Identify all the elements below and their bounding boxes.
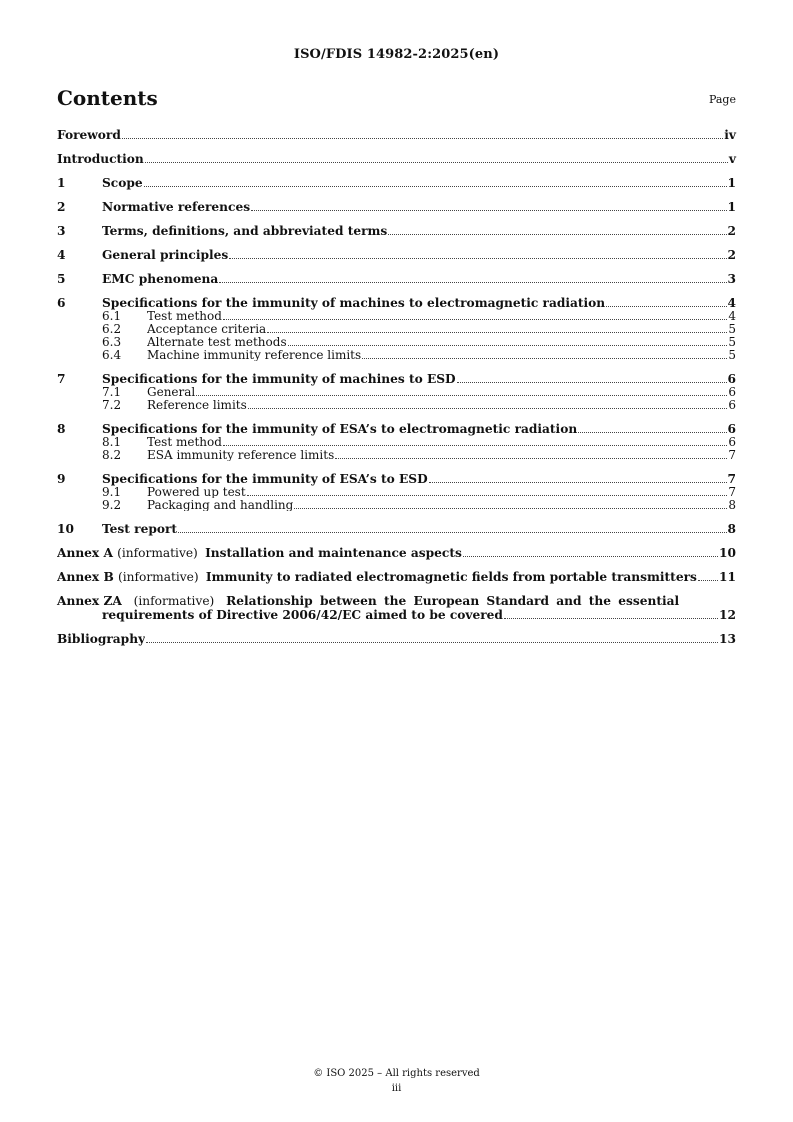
toc-entry-annex-za[interactable]: [57, 594, 736, 622]
toc-entry-title: General principles: [102, 248, 229, 262]
leader-dots: [335, 458, 727, 459]
toc-entry-page: 13: [719, 632, 736, 646]
toc-entry-annex-b[interactable]: [57, 570, 736, 584]
toc-entry-page: 1: [727, 200, 736, 214]
leader-dots: [219, 282, 726, 283]
toc-entry-page: 6: [728, 398, 736, 412]
toc-entry-title: Machine immunity reference limits: [147, 349, 362, 362]
toc-entry-title: Reference limits: [147, 399, 247, 412]
toc-entry-section-7[interactable]: [57, 372, 736, 386]
leader-dots: [178, 532, 726, 533]
annex-title: Immunity to radiated electromagnetic fields from portable transmitters: [205, 570, 697, 584]
toc-entry-number: 9.1: [102, 485, 122, 499]
toc-entry-title: Acceptance criteria: [147, 323, 267, 336]
leader-dots: [247, 495, 728, 496]
toc-entry-bibliography[interactable]: [57, 632, 736, 646]
toc-entry-title: Specifications for the immunity of machines to ESD: [102, 372, 456, 386]
toc-entry-page: 2: [727, 248, 736, 262]
toc-entry-title: Scope: [102, 176, 143, 190]
toc-entry-number: 5: [57, 272, 66, 286]
toc-entry-section-8-2[interactable]: [57, 449, 736, 462]
toc-entry-page: 6: [728, 435, 736, 449]
leader-dots: [429, 482, 727, 483]
toc-entry-number: 4: [57, 248, 66, 262]
toc-entry-number: 6.1: [102, 309, 122, 323]
toc-entry-number: 6.4: [102, 348, 122, 362]
leader-dots: [223, 319, 727, 320]
toc-entry-page: 6: [728, 385, 736, 399]
leader-dots: [145, 162, 728, 163]
toc-entry-page: 10: [719, 546, 736, 560]
leader-dots: [578, 432, 726, 433]
toc-entry-annex-a[interactable]: [57, 546, 736, 560]
toc-entry-number: 8.2: [102, 448, 122, 462]
toc-entry-number: 9.2: [102, 498, 122, 512]
annex-label: Annex A: [57, 546, 113, 560]
toc-entry-title: Bibliography: [57, 632, 146, 646]
page-footer: [0, 1066, 793, 1096]
toc-entry-section-9-2[interactable]: [57, 499, 736, 512]
toc-entry-section-9[interactable]: [57, 472, 736, 486]
leader-dots: [223, 445, 727, 446]
toc-entry-section-9-1[interactable]: [57, 486, 736, 499]
leader-dots: [229, 258, 726, 259]
toc-entry-number: 2: [57, 200, 66, 214]
toc-entry-section-8-1[interactable]: [57, 436, 736, 449]
toc-entry-number: 10: [57, 522, 74, 536]
toc-entry-title: Foreword: [57, 128, 121, 142]
annex-label: Annex ZA: [57, 594, 122, 608]
annex-kind: (informative): [117, 546, 198, 560]
toc-entry-page: 5: [728, 335, 736, 349]
toc-entry-title: Test method: [147, 436, 222, 449]
toc-entry-introduction[interactable]: [57, 152, 736, 166]
toc-entry-page: 7: [728, 448, 736, 462]
annex-label: Annex B: [57, 570, 114, 584]
toc-entry-section-8[interactable]: [57, 422, 736, 436]
toc-entry-number: 8: [57, 422, 66, 436]
document-header: ISO/FDIS 14982-2:2025(en): [293, 47, 500, 62]
toc-entry-page: 8: [727, 522, 736, 536]
leader-dots: [504, 618, 718, 619]
page-number: iii: [391, 1083, 402, 1094]
toc-entry-number: 7.1: [102, 385, 122, 399]
toc-entry-title: Test report: [102, 522, 178, 536]
toc-entry-title: Terms, definitions, and abbreviated terms: [102, 224, 388, 238]
annex-title: Relationship between the European Standard and the essential: [226, 594, 680, 608]
leader-dots: [288, 345, 728, 346]
toc-entry-page: 6: [727, 372, 736, 386]
leader-dots: [294, 508, 727, 509]
leader-dots: [146, 642, 718, 643]
toc-entry-number: 6: [57, 296, 66, 310]
toc-entry-title: Packaging and handling: [147, 499, 294, 512]
toc-entry-page: iv: [724, 128, 736, 142]
toc-entry-section-7-1[interactable]: [57, 386, 736, 399]
toc-entry-number: 9: [57, 472, 66, 486]
toc-entry-section-3[interactable]: [57, 224, 736, 238]
toc-entry-number: 3: [57, 224, 66, 238]
toc-entry-section-7-2[interactable]: [57, 399, 736, 412]
toc-entry-section-1[interactable]: [57, 176, 736, 190]
toc-entry-page: 7: [727, 472, 736, 486]
toc-entry-number: 7: [57, 372, 66, 386]
toc-entry-section-10[interactable]: [57, 522, 736, 536]
toc-entry-title: Specifications for the immunity of ESA’s to electromagnetic radiation: [102, 422, 578, 436]
toc-entry-title: Specifications for the immunity of machines to electromagnetic radiation: [102, 296, 606, 310]
toc-entry-page: 4: [728, 309, 736, 323]
toc-entry-section-6[interactable]: [57, 296, 736, 310]
contents-title: Contents: [57, 86, 158, 110]
toc-entry-title: ESA immunity reference limits: [147, 449, 335, 462]
toc-entry-page: 11: [719, 570, 736, 584]
leader-dots: [463, 556, 718, 557]
toc-entry-page: 4: [727, 296, 736, 310]
toc-entry-section-6-1[interactable]: [57, 310, 736, 323]
toc-entry-title: Test method: [147, 310, 222, 323]
toc-entry-page: 7: [728, 485, 736, 499]
toc-entry-foreword[interactable]: [57, 128, 736, 142]
toc-entry-title: Specifications for the immunity of ESA’s to ESD: [102, 472, 428, 486]
toc-entry-title: Normative references: [102, 200, 251, 214]
leader-dots: [248, 408, 728, 409]
annex-kind: (informative): [133, 594, 215, 608]
page-column-label: Page: [708, 93, 736, 106]
toc-entry-section-2[interactable]: [57, 200, 736, 214]
leader-dots: [606, 306, 726, 307]
toc-entry-title: Alternate test methods: [147, 336, 287, 349]
toc-entry-page: 12: [719, 608, 736, 622]
toc-entry-page: 2: [727, 224, 736, 238]
toc-entry-title: EMC phenomena: [102, 272, 219, 286]
annex-kind: (informative): [118, 570, 199, 584]
toc-entry-section-5[interactable]: [57, 272, 736, 286]
toc-entry-number: 7.2: [102, 398, 122, 412]
toc-entry-number: 1: [57, 176, 66, 190]
annex-title-continued: requirements of Directive 2006/42/EC aimed to be covered: [102, 608, 503, 622]
leader-dots: [122, 138, 723, 139]
toc-entry-section-6-2[interactable]: [57, 323, 736, 336]
toc-entry-number: 6.2: [102, 322, 122, 336]
toc-entry-page: 8: [728, 498, 736, 512]
toc-entry-section-6-4[interactable]: [57, 349, 736, 362]
toc-entry-title: Introduction: [57, 152, 144, 166]
toc-entry-section-4[interactable]: [57, 248, 736, 262]
toc-entry-page: 6: [727, 422, 736, 436]
annex-title: Installation and maintenance aspects: [205, 546, 462, 560]
leader-dots: [196, 395, 727, 396]
leader-dots: [698, 580, 718, 581]
leader-dots: [388, 234, 726, 235]
toc-entry-number: 8.1: [102, 435, 122, 449]
toc-entry-title: Powered up test: [147, 486, 246, 499]
toc-entry-page: 1: [727, 176, 736, 190]
leader-dots: [457, 382, 727, 383]
leader-dots: [362, 358, 727, 359]
toc-entry-section-6-3[interactable]: [57, 336, 736, 349]
toc-entry-page: 3: [727, 272, 736, 286]
leader-dots: [267, 332, 727, 333]
leader-dots: [144, 186, 727, 187]
toc-entry-title: General: [147, 386, 196, 399]
table-of-contents: [57, 128, 736, 646]
toc-entry-page: 5: [728, 322, 736, 336]
toc-entry-page: 5: [728, 348, 736, 362]
toc-entry-page: v: [728, 152, 736, 166]
leader-dots: [251, 210, 726, 211]
copyright-notice: © ISO 2025 – All rights reserved: [313, 1068, 480, 1079]
toc-entry-number: 6.3: [102, 335, 122, 349]
